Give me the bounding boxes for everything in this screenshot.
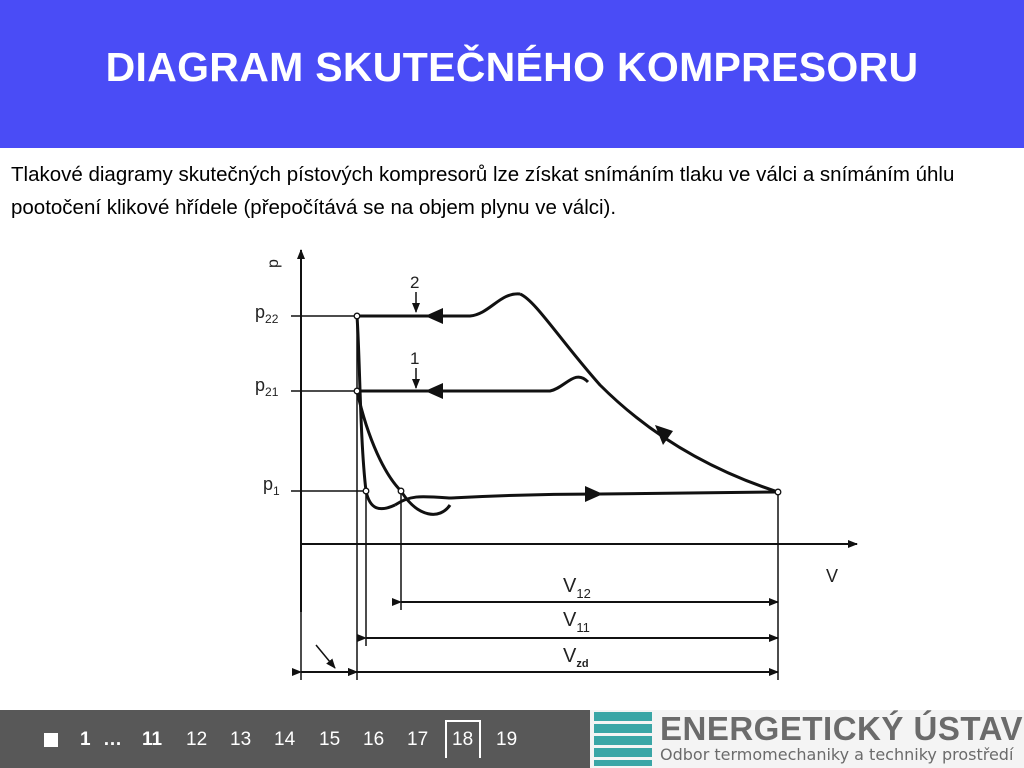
arrow-p22 <box>425 308 443 324</box>
v12-label: $V_{12}$ <box>563 575 591 601</box>
logo-subtitle: Odbor termomechaniky a techniky prostředí <box>660 745 1014 764</box>
y-axis-label: p <box>265 259 282 268</box>
point-p1-b <box>398 488 404 494</box>
nav-first-page[interactable]: 1 <box>80 729 91 750</box>
slide-title: DIAGRAM SKUTEČNÉHO KOMPRESORU <box>105 44 919 90</box>
clearance-pointer <box>316 645 335 668</box>
nav-page-15[interactable]: 15 <box>319 729 341 750</box>
v11-label: $V_{11}$ <box>563 609 590 635</box>
nav-page-14[interactable]: 14 <box>274 729 296 750</box>
nav-page-19[interactable]: 19 <box>496 729 518 750</box>
stop-icon[interactable] <box>44 733 58 747</box>
nav-page-12[interactable]: 12 <box>186 729 208 750</box>
arrow-p21 <box>425 383 443 399</box>
slide-header <box>0 0 1024 148</box>
intro-text: Tlakové diagramy skutečných pístových kompresorů lze získat snímáním tlaku ve válci a snímáním úhlu pootočení klikové hřídele (přepočítává se na objem plynu ve válci). <box>11 163 955 219</box>
valve-2-label: 2 <box>410 273 420 292</box>
point-p1-a <box>363 488 369 494</box>
vzd-label: $V_{zd}$ <box>563 645 589 670</box>
point-end <box>775 489 781 495</box>
nav-page-16[interactable]: 16 <box>363 729 385 750</box>
point-p22 <box>354 313 360 319</box>
p1-label: $p_1$ <box>263 474 280 498</box>
point-p21 <box>354 388 360 394</box>
arrow-suction <box>585 486 603 502</box>
discharge-curve-1 <box>357 377 588 391</box>
p22-label: $p_{22}$ <box>255 302 279 326</box>
nav-page-11[interactable]: 11 <box>142 729 163 750</box>
nav-page-13[interactable]: 13 <box>230 729 252 750</box>
nav-page-17[interactable]: 17 <box>407 729 429 750</box>
nav-ellipsis: … <box>103 729 122 750</box>
logo-stripes-icon <box>594 712 652 766</box>
compression-curve <box>520 294 778 492</box>
p21-label: $p_{21}$ <box>255 375 279 399</box>
valve-1-label: 1 <box>410 349 420 368</box>
logo-title: ENERGETICKÝ ÚSTAV <box>660 710 1023 747</box>
nav-page-18[interactable]: 18 <box>452 729 474 750</box>
pv-diagram <box>240 236 860 686</box>
x-axis-label: V <box>826 566 839 586</box>
